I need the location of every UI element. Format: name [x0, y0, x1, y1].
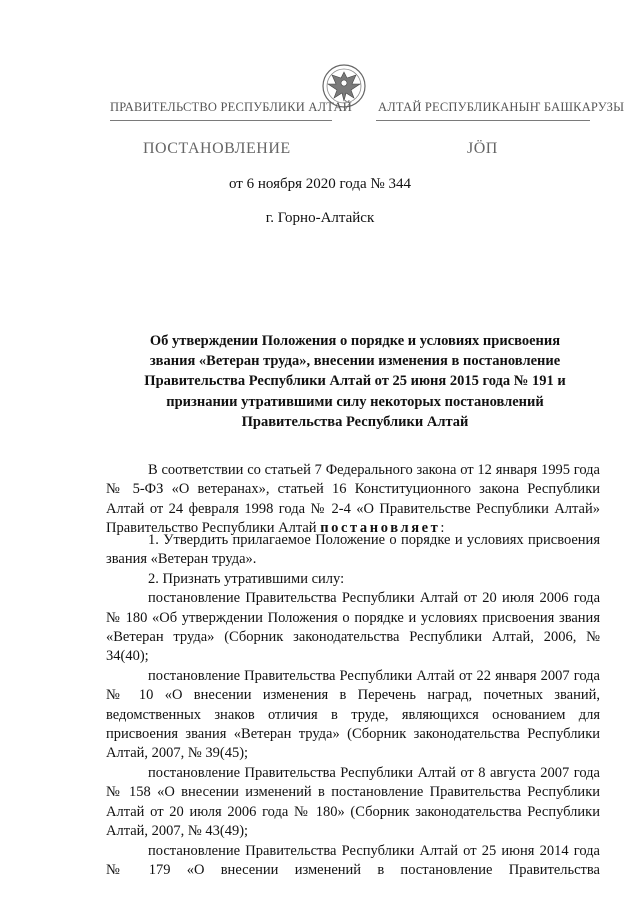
title-line: звания «Ветеран труда», внесении изменения в постановление: [149, 353, 561, 370]
preamble-emphasis: постановляет: [320, 520, 441, 537]
decree-city: г. Горно-Алтайск: [265, 210, 375, 226]
item-2: 2. Признать утратившими силу:: [148, 570, 345, 587]
repealed-decree-1: постановление Правительства Республики Алтай от 20 июля 2006 года № 180 «Об утверждении Положения о порядке и условиях присвоения звания «Ветеран труда» (Сборник законодательства Республики Алтай, 2006, № 34(40);: [106, 590, 600, 665]
preamble: [106, 461, 600, 539]
title-line: Правительства Республики Алтай: [241, 413, 469, 430]
item-1: 1. Утвердить прилагаемое Положение о порядке и условиях присвоения звания «Ветеран труда».: [106, 532, 600, 568]
doctype-altai: ЈӦП: [467, 140, 498, 157]
preamble-text: В соответствии со статьей 7 Федерального закона от 12 января 1995 года № 5-ФЗ «О ветеранах», статьей 16 Конституционного закона Республики Алтай от 24 февраля 1998 года № 2-4 «О Правительстве Республики Алтай» Правительство Республики Алтай: [106, 462, 600, 537]
preamble-end: :: [440, 520, 445, 537]
header-rule-left: [110, 120, 332, 121]
header-rule-right: [376, 120, 590, 121]
repealed-decree-2: постановление Правительства Республики Алтай от 22 января 2007 года № 10 «О внесении изменения в Перечень наград, почетных званий, ведомственных знаков отличия в труде, являющихся основанием для присвоения звания «Ветеран труда» (Сборник законодательства Республики Алтай, 2007, № 39(45);: [106, 667, 600, 762]
title-line: Правительства Республики Алтай от 25 июня 2015 года № 191 и: [144, 373, 566, 390]
government-name-russian: ПРАВИТЕЛЬСТВО РЕСПУБЛИКИ АЛТАЙ: [110, 100, 352, 114]
decree-items: [106, 531, 600, 880]
repealed-decree-3: постановление Правительства Республики Алтай от 8 августа 2007 года № 158 «О внесении изменений в постановление Правительства Республики Алтай от 20 июля 2006 года № 180» (Сборник законодательства Республики Алтай, 2007, № 43(49);: [106, 764, 600, 840]
doctype-russian: ПОСТАНОВЛЕНИЕ: [143, 140, 291, 157]
title-line: признании утратившими силу некоторых постановлений: [166, 393, 544, 410]
repealed-decree-4: постановление Правительства Республики Алтай от 25 июня 2014 года № 179 «О внесении изменений в постановление Правительства: [106, 842, 600, 878]
decree-title: [110, 331, 600, 432]
government-name-altai: АЛТАЙ РЕСПУБЛИКАНЫҤ БАШКАРУЗЫ: [378, 100, 625, 114]
title-line: Об утверждении Положения о порядке и условиях присвоения: [149, 333, 561, 349]
decree-date-number: от 6 ноября 2020 года № 344: [229, 176, 411, 192]
preamble-paragraph: [106, 461, 600, 539]
